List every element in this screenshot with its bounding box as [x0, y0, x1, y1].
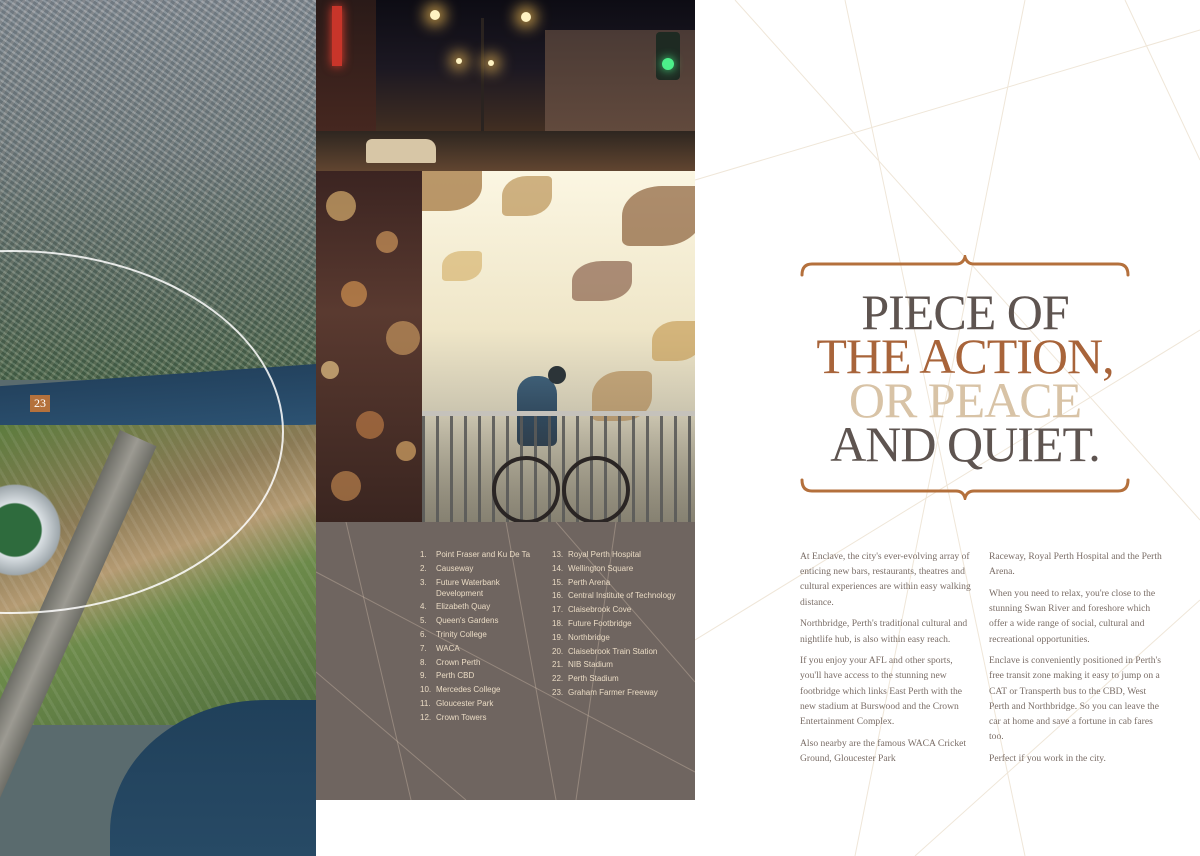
legend-item — [420, 684, 548, 695]
legend-item-label: Claisebrook Cove — [568, 605, 632, 615]
legend-item — [420, 563, 548, 574]
bokeh-light — [376, 231, 398, 253]
street-lamp — [430, 10, 440, 20]
body-paragraph: When you need to relax, you're close to the stunning Swan River and foreshore which offer a wide range of social, cultural and recreational opportunities. — [989, 587, 1156, 645]
legend-item — [552, 646, 682, 657]
legend-item-number: 7. — [420, 643, 427, 653]
street-car — [366, 139, 436, 163]
legend-item-number: 17. — [552, 605, 564, 615]
legend-item — [552, 632, 682, 643]
legend-item-number: 6. — [420, 629, 427, 639]
street-lamp — [488, 60, 494, 66]
bridge-railing — [422, 411, 695, 522]
bokeh-photo — [316, 171, 422, 522]
legend-item-number: 20. — [552, 646, 564, 656]
legend-item-label: Northbridge — [568, 632, 610, 642]
legend-item-label: Gloucester Park — [436, 698, 494, 708]
legend-item — [420, 549, 548, 560]
legend-item-label: Central Institute of Technology — [568, 591, 676, 601]
leaf — [422, 171, 482, 211]
legend-item-number: 22. — [552, 674, 564, 684]
legend-item-label: Wellington Square — [568, 563, 634, 573]
legend-item — [552, 549, 682, 560]
legend-item-number: 2. — [420, 563, 427, 573]
bicycle-wheel — [492, 456, 560, 522]
legend-item — [420, 577, 548, 599]
legend-item-label: Claisebrook Train Station — [568, 646, 658, 656]
legend-item — [552, 659, 682, 670]
legend-list-left — [420, 549, 548, 726]
bokeh-light — [386, 321, 420, 355]
legend-item-label: Graham Farmer Freeway — [568, 687, 658, 697]
legend-item-number: 23. — [552, 687, 564, 697]
street-lamp — [456, 58, 462, 64]
cyclist-helmet — [548, 366, 566, 384]
bokeh-light — [396, 441, 416, 461]
bokeh-light — [321, 361, 339, 379]
legend-item-label: Queen's Gardens — [436, 616, 499, 626]
bicycle-wheel — [562, 456, 630, 522]
legend-item — [420, 643, 548, 654]
legend-item-label: Crown Towers — [436, 712, 487, 722]
legend-item — [552, 673, 682, 684]
legend-item-number: 12. — [420, 712, 432, 722]
headline-line-4: AND QUIET. — [830, 416, 1100, 472]
legend-item — [420, 712, 548, 723]
lamp-pole — [481, 18, 484, 148]
body-text-column-left — [800, 549, 975, 773]
legend-item-number: 3. — [420, 577, 427, 587]
legend-item-number: 10. — [420, 685, 432, 695]
night-street-photo — [316, 0, 695, 171]
legend-item-label: Causeway — [436, 563, 474, 573]
body-paragraph: Raceway, Royal Perth Hospital and the Perth Arena. — [989, 551, 1162, 578]
legend-item — [552, 563, 682, 574]
leaf — [442, 251, 482, 281]
legend-item-number: 1. — [420, 550, 427, 559]
leaf — [622, 186, 695, 246]
leaf — [502, 176, 552, 216]
headline — [800, 284, 1130, 472]
leaf — [652, 321, 695, 361]
bokeh-light — [326, 191, 356, 221]
legend-item-number: 4. — [420, 602, 427, 612]
legend-item — [552, 577, 682, 588]
legend-item — [420, 657, 548, 668]
legend-item-number: 8. — [420, 657, 427, 667]
body-paragraph: If you enjoy your AFL and other sports, you'll have access to the stunning new footbridge which links East Perth with the new stadium at Burswood and the Crown Entertainment Complex. — [800, 655, 963, 728]
legend-item-label: Perth Arena — [568, 577, 611, 587]
legend-item-label: Crown Perth — [436, 657, 481, 667]
legend-item-label: NIB Stadium — [568, 660, 613, 670]
legend-item-label: WACA — [436, 643, 460, 653]
legend-item — [420, 698, 548, 709]
legend-item-label: Future Footbridge — [568, 618, 632, 628]
legend-item-number: 13. — [552, 550, 564, 559]
legend-item-label: Perth Stadium — [568, 674, 619, 684]
legend-item — [420, 670, 548, 681]
legend-item-number: 5. — [420, 616, 427, 626]
legend-item — [552, 604, 682, 615]
legend-item-number: 18. — [552, 618, 564, 628]
legend-item-number: 14. — [552, 563, 564, 573]
body-paragraph: At Enclave, the city's ever-evolving array of enticing new bars, restaurants, theatres and cultural experiences are within easy walking distance. — [800, 551, 971, 608]
legend-item — [420, 629, 548, 640]
legend-item-number: 15. — [552, 577, 564, 587]
legend-item — [552, 618, 682, 629]
legend-item-label: Elizabeth Quay — [436, 602, 491, 612]
bokeh-light — [341, 281, 367, 307]
legend-item-label: Mercedes College — [436, 685, 501, 695]
legend-list-right — [552, 549, 682, 701]
body-paragraph: Enclave is conveniently positioned in Perth's free transit zone making it easy to jump on a CAT or Transperth bus to the CBD, West Perth and Northbridge. So you can leave the car at home and save a fortune in cab fares too. — [989, 655, 1161, 743]
legend-item — [420, 615, 548, 626]
legend-item — [420, 601, 548, 612]
legend-item-number: 19. — [552, 632, 564, 642]
location-legend — [316, 522, 695, 800]
legend-item-label: Royal Perth Hospital — [568, 550, 641, 559]
body-paragraph: Northbridge, Perth's traditional cultural and nightlife hub, is also within easy reach. — [800, 618, 968, 645]
location-marker: 23 — [30, 395, 50, 412]
cyclist-photo — [422, 171, 695, 522]
body-text-column-right — [989, 549, 1164, 773]
leaf — [572, 261, 632, 301]
body-paragraph: Also nearby are the famous WACA Cricket Ground, Gloucester Park — [800, 737, 967, 764]
aerial-photo — [0, 0, 316, 856]
legend-item-label: Future Waterbank Development — [436, 577, 500, 598]
neon-sign — [332, 6, 342, 66]
legend-item-number: 11. — [420, 698, 431, 708]
legend-item-number: 21. — [552, 660, 564, 670]
body-paragraph: Perfect if you work in the city. — [989, 752, 1106, 764]
traffic-light — [656, 32, 680, 80]
legend-item — [552, 590, 682, 601]
legend-item-number: 16. — [552, 591, 564, 601]
legend-item-label: Perth CBD — [436, 671, 475, 681]
headline-line-1: PIECE OF — [861, 284, 1069, 340]
bokeh-light — [356, 411, 384, 439]
headline-line-2: THE ACTION, — [816, 328, 1114, 384]
legend-item-label: Point Fraser and Ku De Ta — [436, 550, 531, 559]
headline-line-3: OR PEACE — [848, 372, 1082, 428]
bokeh-light — [331, 471, 361, 501]
street-lamp — [521, 12, 531, 22]
legend-item-number: 9. — [420, 671, 427, 681]
legend-item — [552, 687, 682, 698]
legend-item-label: Trinity College — [436, 629, 487, 639]
